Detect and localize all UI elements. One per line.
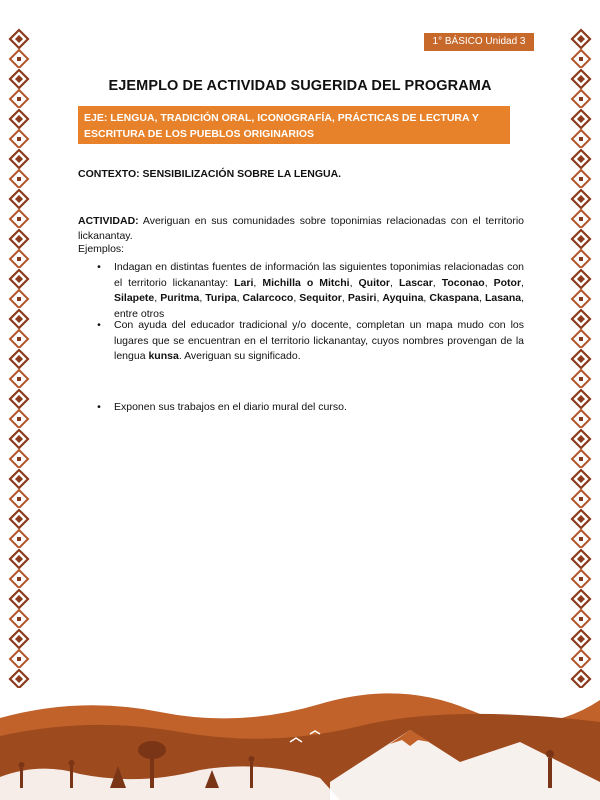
activity-text: Averiguan en sus comunidades sobre toponimias relacionadas con el territorio lickanantay. bbox=[78, 215, 524, 242]
place-name: Lari bbox=[234, 276, 254, 289]
bullet-marker: • bbox=[97, 261, 101, 273]
grade-unit-badge: 1° BÁSICO Unidad 3 bbox=[424, 33, 534, 51]
bullet-marker: • bbox=[97, 319, 101, 331]
activity-label: ACTIVIDAD: bbox=[78, 215, 139, 227]
list-item-outro: , entre otros bbox=[114, 292, 525, 320]
footer-landscape-illustration bbox=[0, 682, 600, 800]
right-decorative-border bbox=[570, 28, 592, 688]
language-name: kunsa bbox=[148, 350, 179, 362]
place-names: Lari, Michilla o Mitchi, Quitor, Lascar, Toconao, Potor, Silapete, Puritma, Turipa, Calarcoco, Sequitor, Pasiri, Ayquina, Ckaspana, Lasana bbox=[114, 276, 524, 304]
place-name: Sequitor bbox=[299, 292, 342, 304]
list-item-pre: Con ayuda del educador tradicional y/o docente, completan un mapa mudo con los lugares que se encuentran en el territorio lickanantay, cuyos nombres provengan de la lengua bbox=[114, 319, 524, 362]
place-name: Calarcoco bbox=[242, 292, 294, 304]
list-item bbox=[92, 400, 524, 416]
examples-label: Ejemplos: bbox=[78, 243, 125, 255]
bullet-marker: • bbox=[97, 401, 101, 413]
axis-banner: EJE: LENGUA, TRADICIÓN ORAL, ICONOGRAFÍA, PRÁCTICAS DE LECTURA Y ESCRITURA DE LOS PUEBLOS ORIGINARIOS bbox=[78, 106, 510, 144]
place-name: Ckaspana bbox=[429, 292, 479, 304]
context-heading: CONTEXTO: SENSIBILIZACIÓN SOBRE LA LENGUA. bbox=[78, 168, 342, 180]
left-decorative-border bbox=[8, 28, 30, 688]
list-item-text bbox=[114, 260, 524, 322]
place-name: Lascar bbox=[398, 276, 433, 289]
list-item bbox=[92, 318, 524, 365]
list-item-intro: Indagan en distintas fuentes de información las siguientes toponimias relacionadas con el territorio lickanantay: bbox=[114, 261, 524, 289]
activity-paragraph bbox=[78, 214, 524, 244]
place-name: Lasana bbox=[484, 292, 522, 304]
place-name: Ayquina bbox=[382, 292, 424, 304]
list-item-post: . Averiguan su significado. bbox=[178, 350, 301, 362]
list-item-text bbox=[114, 318, 524, 365]
place-name: Pasiri bbox=[347, 292, 377, 304]
place-name: Silapete bbox=[114, 292, 155, 304]
place-name: Toconao bbox=[441, 276, 485, 289]
place-name: Turipa bbox=[205, 292, 237, 304]
place-name: Quitor bbox=[358, 276, 391, 289]
list-item-text: Exponen sus trabajos en el diario mural del curso. bbox=[114, 401, 347, 413]
place-name: Puritma bbox=[160, 292, 200, 304]
place-name: Michilla o Mitchi bbox=[262, 276, 350, 289]
place-name: Potor bbox=[493, 276, 522, 289]
page-title: EJEMPLO DE ACTIVIDAD SUGERIDA DEL PROGRAMA bbox=[108, 78, 492, 94]
list-item bbox=[92, 260, 524, 322]
